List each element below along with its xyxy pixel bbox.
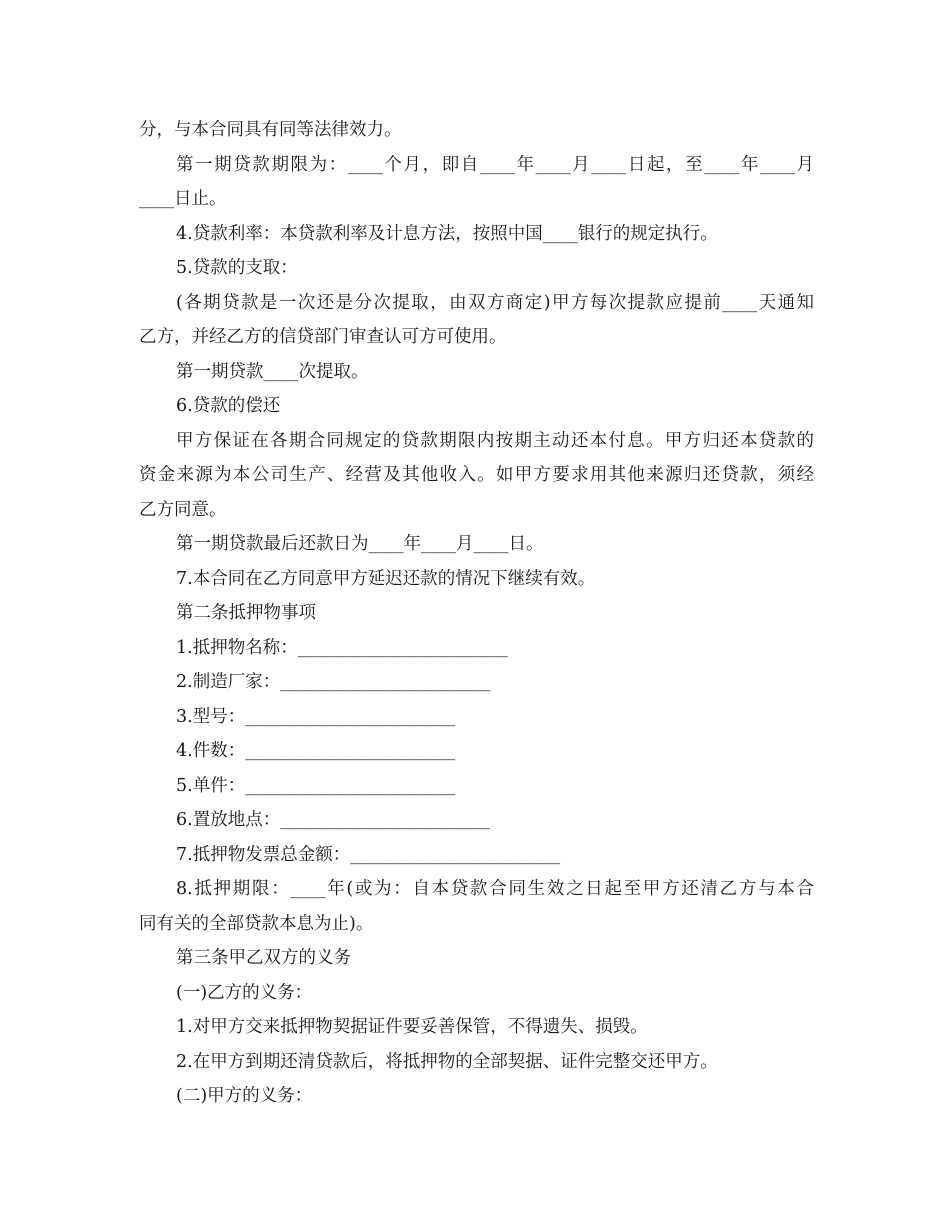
document-body bbox=[139, 113, 814, 1114]
form-field-line: 4.件数：________________________ bbox=[176, 741, 456, 761]
section-heading: 6.贷款的偿还 bbox=[176, 396, 281, 416]
paragraph-line: 资金来源为本公司生产、经营及其他收入。如甲方要求用其他来源归还贷款，须经 bbox=[139, 465, 814, 485]
paragraph-line: 5.贷款的支取： bbox=[176, 258, 298, 278]
paragraph-line: 同有关的全部贷款本息为止)。 bbox=[139, 913, 374, 934]
section-heading: (一)乙方的义务： bbox=[176, 982, 313, 1003]
form-field-line: 7.抵押物发票总金额：________________________ bbox=[176, 844, 561, 865]
paragraph-line: ____日止。 bbox=[139, 189, 227, 209]
paragraph-line: 第一期贷款____次提取。 bbox=[176, 361, 369, 382]
paragraph-line: 乙方同意。 bbox=[139, 499, 227, 520]
form-field-line: 6.置放地点：________________________ bbox=[176, 810, 491, 830]
form-field-line: 3.型号：________________________ bbox=[176, 706, 456, 727]
article-heading: 第二条抵押物事项 bbox=[176, 603, 316, 623]
paragraph-line: 8.抵押期限：____年(或为：自本贷款合同生效之日起至甲方还清乙方与本合 bbox=[176, 879, 814, 899]
paragraph-line: 分，与本合同具有同等法律效力。 bbox=[139, 120, 402, 140]
paragraph-line: 第一期贷款最后还款日为____年____月____日。 bbox=[176, 534, 544, 554]
form-field-line: 1.抵押物名称：________________________ bbox=[176, 637, 508, 658]
paragraph-line: 7.本合同在乙方同意甲方延迟还款的情况下继续有效。 bbox=[176, 568, 596, 589]
paragraph-line: 1.对甲方交来抵押物契据证件要妥善保管，不得遗失、损毁。 bbox=[176, 1017, 648, 1037]
paragraph-line: 第一期贷款期限为：____个月，即自____年____月____日起，至____年____月 bbox=[176, 154, 814, 175]
form-field-line: 2.制造厂家：________________________ bbox=[176, 672, 491, 692]
paragraph-line: 乙方，并经乙方的信贷部门审查认可方可使用。 bbox=[139, 327, 507, 347]
paragraph-line: 甲方保证在各期合同规定的贷款期限内按期主动还本付息。甲方归还本贷款的 bbox=[176, 430, 814, 451]
paragraph-line: 2.在甲方到期还清贷款后，将抵押物的全部契据、证件完整交还甲方。 bbox=[176, 1051, 718, 1072]
paragraph-line: (各期贷款是一次还是分次提取，由双方商定)甲方每次提款应提前____天通知 bbox=[176, 292, 814, 313]
article-heading: 第三条甲乙双方的义务 bbox=[176, 948, 351, 968]
paragraph-line: 4.贷款利率：本贷款利率及计息方法，按照中国____银行的规定执行。 bbox=[176, 223, 718, 244]
section-heading: (二)甲方的义务： bbox=[176, 1086, 313, 1106]
form-field-line: 5.单件：________________________ bbox=[176, 775, 456, 796]
